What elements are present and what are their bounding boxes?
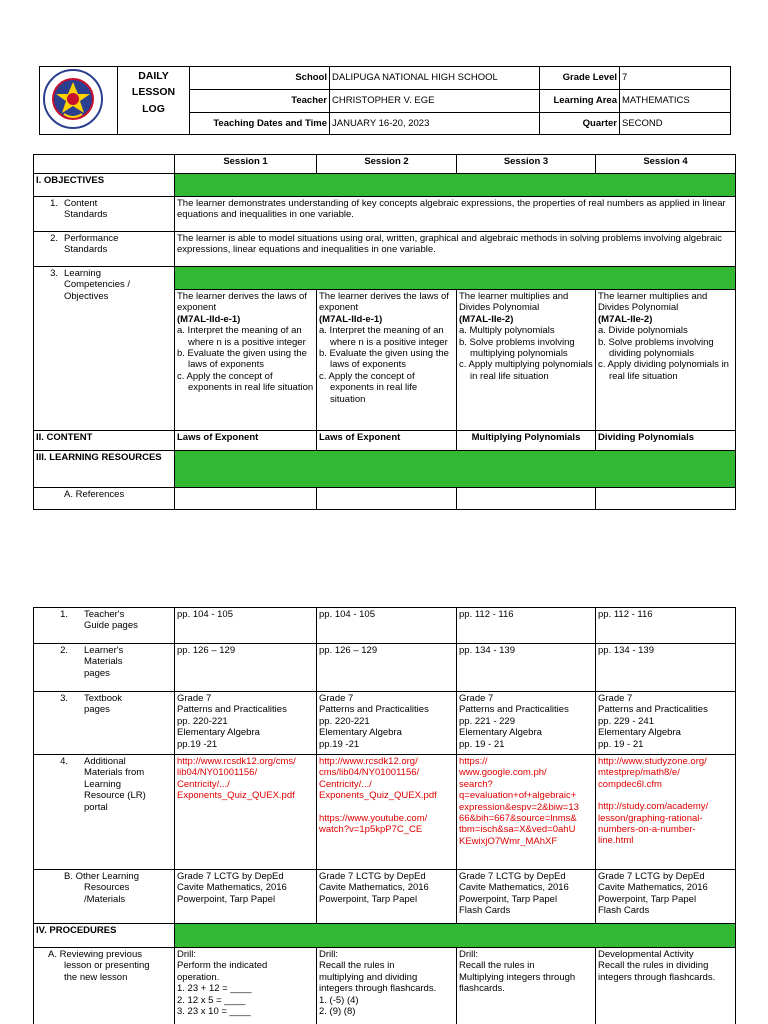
review-session-3: Drill: Recall the rules in Multiplying integers through flashcards. [457, 948, 596, 1024]
additional-session-4[interactable] [596, 755, 736, 870]
objectives-heading: I. OBJECTIVES [34, 174, 175, 197]
references-label: A. References [34, 488, 175, 510]
link-line[interactable]: mtestprep/math8/e/ [598, 767, 680, 779]
review-lesson-label: A. Reviewing previous lesson or presenting the new lesson [34, 948, 175, 1024]
school-label: School [190, 67, 330, 90]
textbook-session-1: Grade 7 Patterns and Practicalities pp. 220-221 Elementary Algebra pp.19 -21 [175, 692, 317, 755]
procedures-green-bar [175, 924, 736, 948]
content-session-2: Laws of Exponent [317, 431, 457, 451]
link-line[interactable]: q=evaluation+of+algebraic+ [459, 790, 577, 802]
competency-session-3: The learner multiplies and Divides Polynomial (M7AL-IIe-2) a. Multiply polynomials b. Solve problems involving multiplying polynomials c. Apply multiplying polynomials in real life situation [457, 290, 596, 431]
link-line[interactable]: lib04/NY01001156/ [177, 767, 258, 779]
quarter-label: Quarter [540, 112, 620, 135]
references-session-3 [457, 488, 596, 510]
textbook-session-3: Grade 7 Patterns and Practicalities pp. 221 - 229 Elementary Algebra pp. 19 - 21 [457, 692, 596, 755]
link-line[interactable]: line.html [598, 835, 634, 847]
deped-seal-cell [40, 67, 118, 135]
header-table [39, 66, 731, 135]
procedures-heading: IV. PROCEDURES [34, 924, 175, 948]
session-4-header: Session 4 [596, 155, 736, 174]
link-line[interactable]: numbers-on-a-number- [598, 823, 696, 835]
content-heading: II. CONTENT [34, 431, 175, 451]
references-session-1 [175, 488, 317, 510]
link-line[interactable]: http://www.studyzone.org/ [598, 756, 707, 767]
references-session-2 [317, 488, 457, 510]
link-line[interactable]: http://www.rcsdk12.org/cms/ [177, 756, 296, 767]
link-line[interactable]: Exponents_Quiz_QUEX.pdf [177, 790, 295, 802]
link-line[interactable]: http://study.com/academy/ [598, 801, 709, 813]
objectives-table [33, 154, 736, 510]
learning-area-label: Learning Area [540, 89, 620, 112]
performance-standards-text: The learner is able to model situations using oral, written, graphical and algebraic methods in solving problems involving algebraic expressions, linear equations and inequalities in one variable. [175, 232, 736, 267]
tg-session-4: pp. 112 - 116 [596, 608, 736, 644]
resources-green-bar [175, 451, 736, 488]
quarter-value: SECOND [620, 112, 731, 135]
textbook-label: 3. Textbook pages [34, 692, 175, 755]
link-line[interactable]: lesson/graphing-rational- [598, 812, 703, 824]
tg-session-3: pp. 112 - 116 [457, 608, 596, 644]
competencies-green-bar [175, 267, 736, 290]
teaching-dates-label: Teaching Dates and Time [190, 112, 330, 135]
other-session-4: Grade 7 LCTG by DepEd Cavite Mathematics, 2016 Powerpoint, Tarp Papel Flash Cards [596, 870, 736, 924]
link-line[interactable]: Centricity/.../ [319, 778, 372, 790]
resources-procedures-table [33, 607, 736, 1024]
link-line[interactable]: search? [459, 778, 493, 790]
teaching-dates-value: JANUARY 16-20, 2023 [330, 112, 540, 135]
teacher-label: Teacher [190, 89, 330, 112]
textbook-session-4: Grade 7 Patterns and Practicalities pp. 229 - 241 Elementary Algebra pp. 19 - 21 [596, 692, 736, 755]
other-session-2: Grade 7 LCTG by DepEd Cavite Mathematics, 2016 Powerpoint, Tarp Papel [317, 870, 457, 924]
references-session-4 [596, 488, 736, 510]
link-line[interactable]: compdec6l.cfm [598, 778, 662, 790]
other-session-1: Grade 7 LCTG by DepEd Cavite Mathematics, 2016 Powerpoint, Tarp Papel [175, 870, 317, 924]
additional-session-2[interactable] [317, 755, 457, 870]
review-session-4: Developmental Activity Recall the rules in dividing integers through flashcards. [596, 948, 736, 1024]
deped-seal-icon [42, 68, 104, 130]
lm-session-3: pp. 134 - 139 [457, 644, 596, 692]
link-line[interactable]: https:// [459, 756, 488, 767]
additional-session-1[interactable] [175, 755, 317, 870]
school-value: DALIPUGA NATIONAL HIGH SCHOOL [330, 67, 540, 90]
link-line[interactable]: watch?v=1p5kpP7C_CE [319, 823, 423, 835]
other-session-3: Grade 7 LCTG by DepEd Cavite Mathematics, 2016 Powerpoint, Tarp Papel Flash Cards [457, 870, 596, 924]
review-session-2: Drill: Recall the rules in multiplying and dividing integers through flashcards. 1. (-5) (4) 2. (9) (8) [317, 948, 457, 1024]
content-session-3: Multiplying Polynomials [457, 431, 596, 451]
content-session-4: Dividing Polynomials [596, 431, 736, 451]
link-line[interactable]: cms/lib04/NY01001156/ [319, 767, 420, 779]
learning-resources-heading: III. LEARNING RESOURCES [34, 451, 175, 488]
link-line[interactable]: www.google.com.ph/ [459, 767, 547, 779]
link-line[interactable]: expression&espv=2&biw=13 [459, 801, 579, 813]
competency-session-2: The learner derives the laws of exponent (M7AL-IId-e-1) a. Interpret the meaning of an where n is a positive integer b. Evaluate the given using the laws of exponents c. Apply the concept of exponents in real life situation [317, 290, 457, 431]
review-session-1: Drill: Perform the indicated operation. 1. 23 + 12 = ____ 2. 12 x 5 = ____ 3. 23 x 10 = ____ [175, 948, 317, 1024]
link-line[interactable]: Exponents_Quiz_QUEX.pdf [319, 790, 437, 802]
daily-lesson-log-title: DAILY LESSON LOG [118, 67, 190, 135]
lm-session-2: pp. 126 – 129 [317, 644, 457, 692]
content-session-1: Laws of Exponent [175, 431, 317, 451]
other-resources-label: B. Other Learning Resources /Materials [34, 870, 175, 924]
learners-materials-label: 2. Learner's Materials pages [34, 644, 175, 692]
link-line[interactable]: Centricity/.../ [177, 778, 230, 790]
additional-session-3[interactable] [457, 755, 596, 870]
lm-session-1: pp. 126 – 129 [175, 644, 317, 692]
tg-session-1: pp. 104 - 105 [175, 608, 317, 644]
content-standards-label: 1. Content Standards [34, 197, 175, 232]
learning-area-value: MATHEMATICS [620, 89, 731, 112]
competencies-label: 3. Learning Competencies / Objectives [34, 267, 175, 431]
textbook-session-2: Grade 7 Patterns and Practicalities pp. 220-221 Elementary Algebra pp.19 -21 [317, 692, 457, 755]
lm-session-4: pp. 134 - 139 [596, 644, 736, 692]
competency-session-1: The learner derives the laws of exponent (M7AL-IId-e-1) a. Interpret the meaning of an where n is a positive integer b. Evaluate the given using the laws of exponents c. Apply the concept of exponents in real life situation [175, 290, 317, 431]
link-line[interactable]: 66&bih=667&source=lnms& [459, 812, 577, 824]
competency-session-4: The learner multiplies and Divides Polynomial (M7AL-IIe-2) a. Divide polynomials b. Solve problems involving dividing polynomials c. Apply dividing polynomials in real life situation [596, 290, 736, 431]
performance-standards-label: 2. Performance Standards [34, 232, 175, 267]
link-line[interactable]: https://www.youtube.com/ [319, 812, 428, 824]
additional-materials-label: 4. Additional Materials from Learning Resource (LR) portal [34, 755, 175, 870]
link-line[interactable]: http://www.rcsdk12.org/ [319, 756, 418, 767]
grade-level-label: Grade Level [540, 67, 620, 90]
grade-level-value: 7 [620, 67, 731, 90]
tg-session-2: pp. 104 - 105 [317, 608, 457, 644]
teachers-guide-label: 1. Teacher's Guide pages [34, 608, 175, 644]
session-1-header: Session 1 [175, 155, 317, 174]
session-2-header: Session 2 [317, 155, 457, 174]
objectives-green-bar [175, 174, 736, 197]
session-3-header: Session 3 [457, 155, 596, 174]
link-line[interactable]: tbm=isch&sa=X&ved=0ahU [459, 824, 576, 836]
content-standards-text: The learner demonstrates understanding of key concepts algebraic expressions, the properties of real numbers as applied in linear equations and inequalities in one variable. [175, 197, 736, 232]
link-line[interactable]: KEwixjO7Wmr_MAhXF [459, 835, 558, 847]
teacher-value: CHRISTOPHER V. EGE [330, 89, 540, 112]
